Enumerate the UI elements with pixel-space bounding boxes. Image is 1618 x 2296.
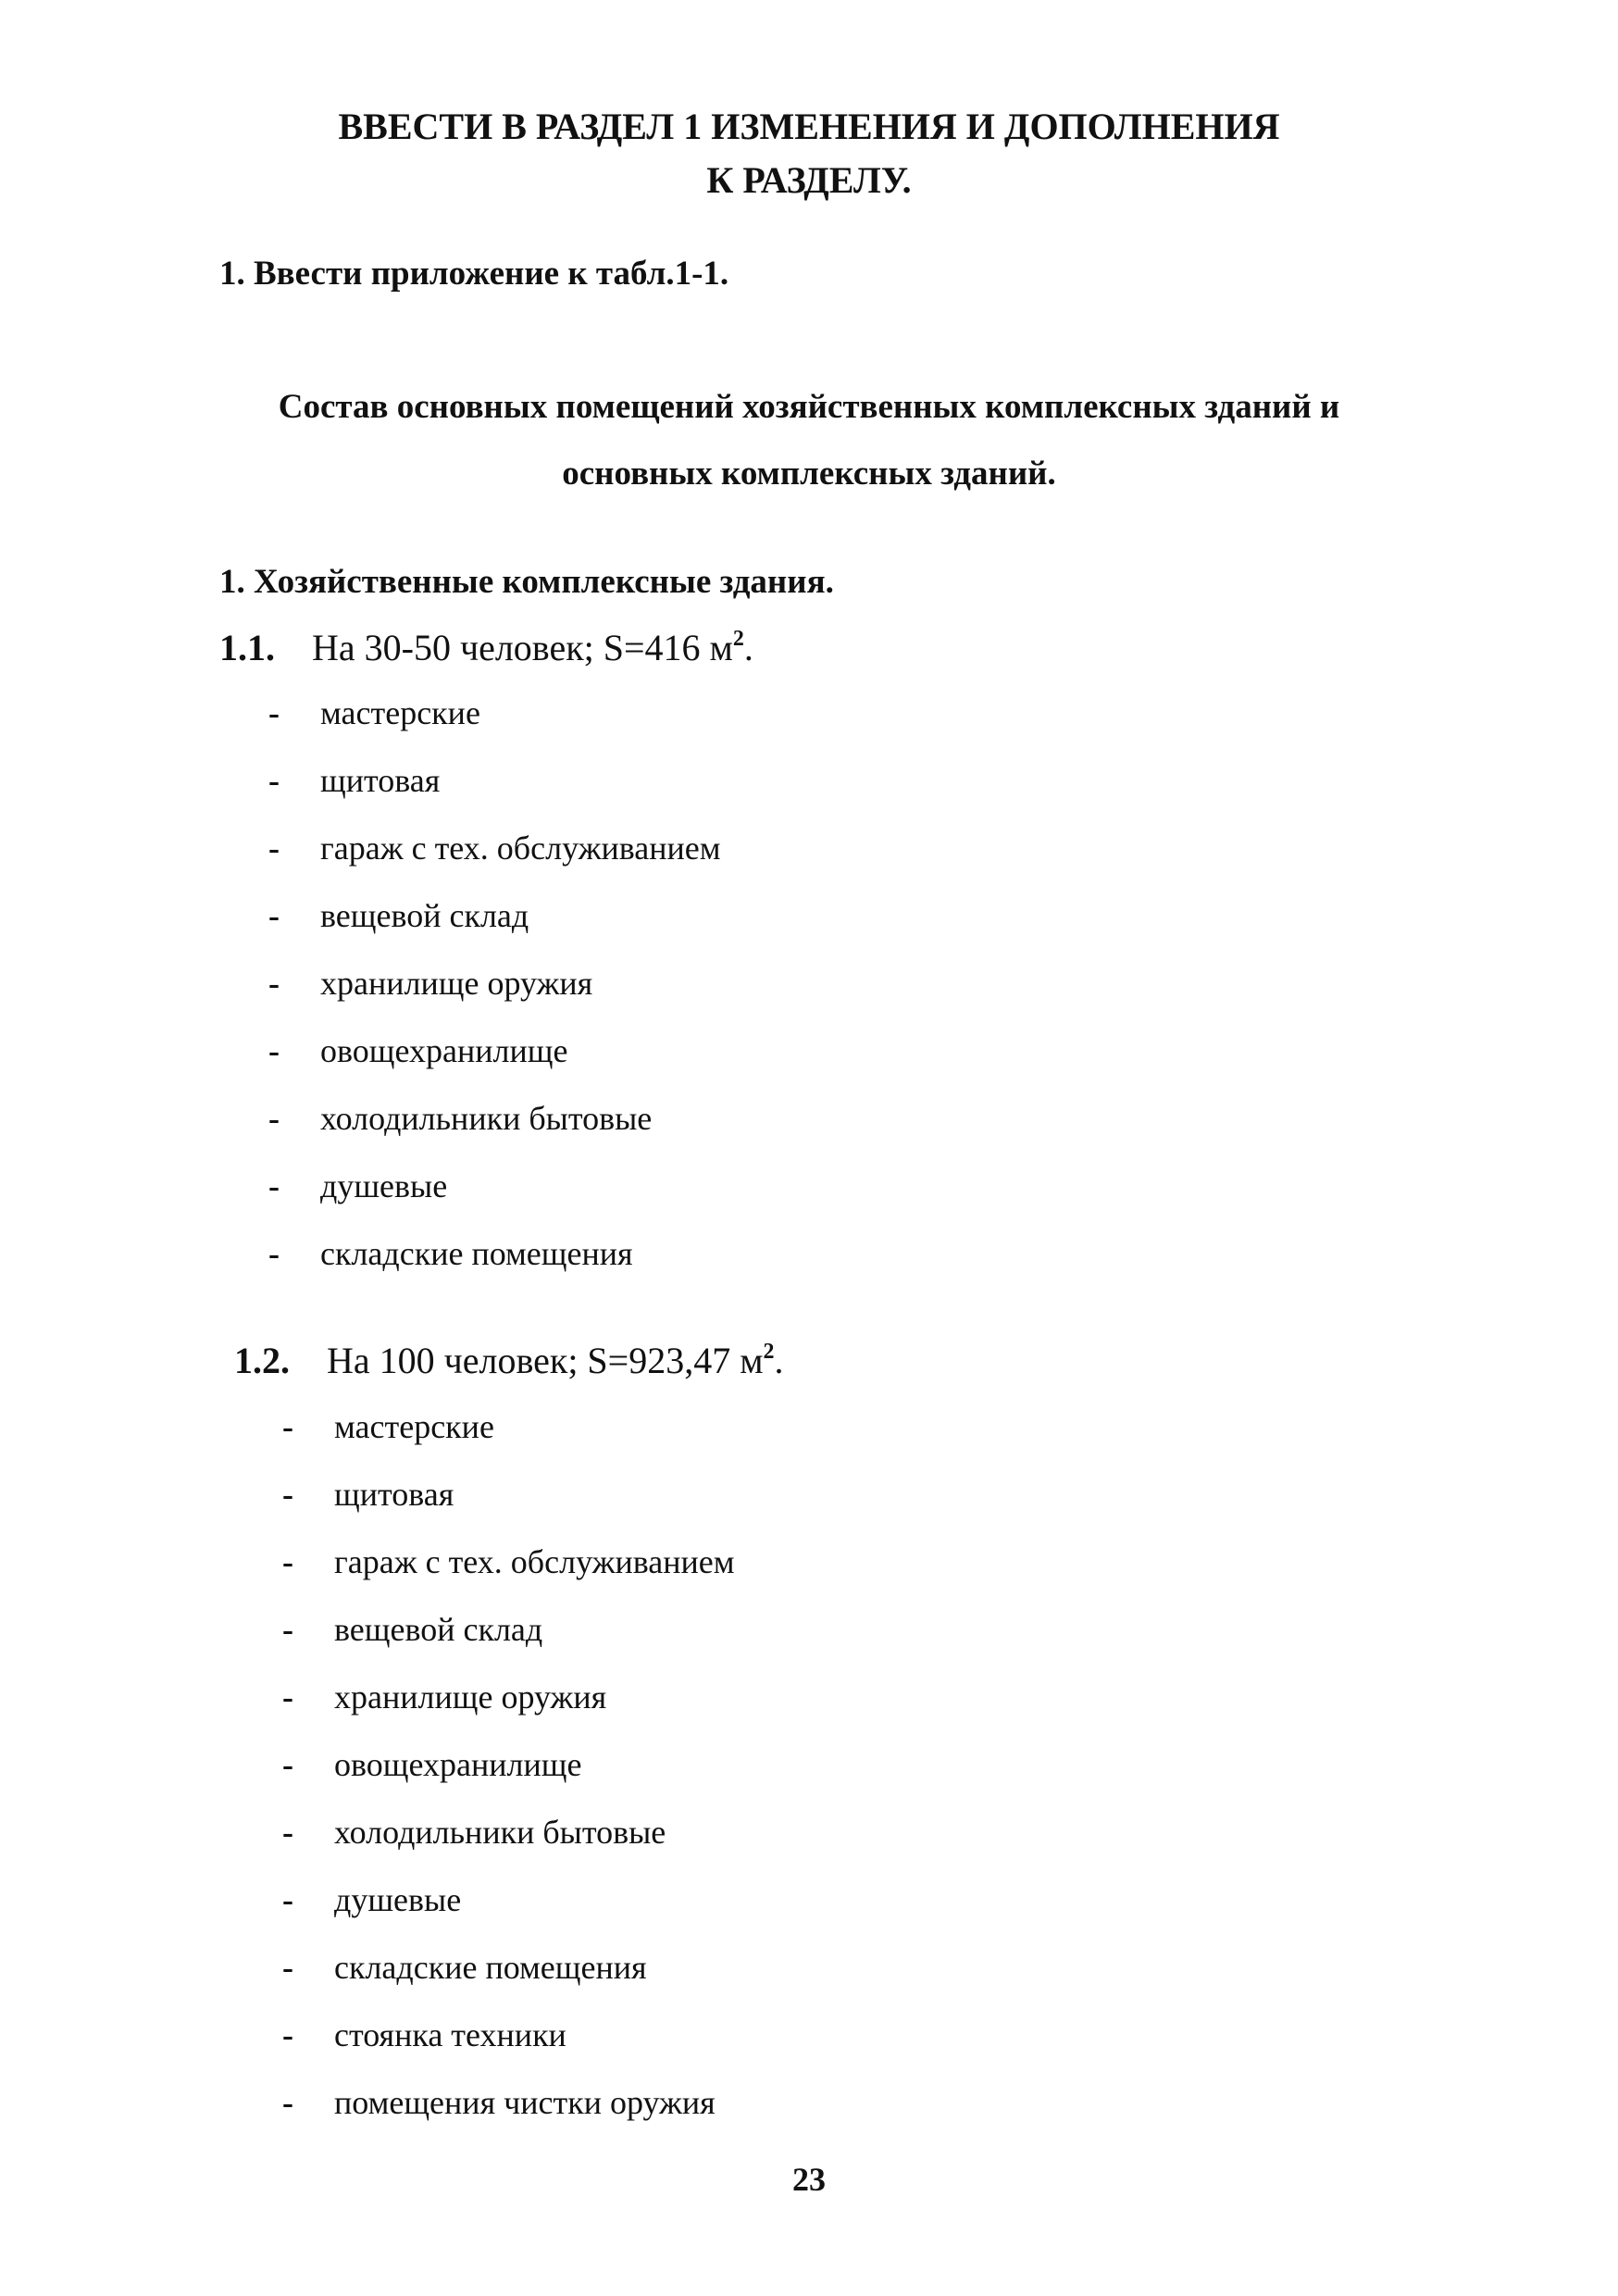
list-item-text: душевые [334, 1881, 462, 1918]
room-list-1-1 [268, 689, 721, 1297]
list-dash: - [282, 1814, 293, 1851]
subsection-title: На 100 человек; S=923,47 м [327, 1340, 764, 1381]
list-dash: - [268, 1100, 280, 1137]
amendment-instruction: 1. Ввести приложение к табл.1-1. [219, 255, 729, 293]
subsection-number: 1.1. [219, 627, 275, 668]
table-caption-line-2: основных комплексных зданий. [562, 455, 1056, 493]
header-title-line-1: ВВЕСТИ В РАЗДЕЛ 1 ИЗМЕНЕНИЯ И ДОПОЛНЕНИЯ [338, 106, 1280, 147]
list-item [268, 689, 721, 756]
list-dash: - [268, 1167, 280, 1204]
list-item-text: помещения чистки оружия [334, 2084, 716, 2121]
list-item [268, 1229, 721, 1297]
list-item [268, 1094, 721, 1162]
list-item-text: гараж с тех. обслуживанием [320, 830, 721, 867]
list-item-text: холодильники бытовые [320, 1100, 653, 1137]
room-list-1-2 [282, 1403, 735, 2146]
list-dash: - [268, 965, 280, 1002]
subsection-number: 1.2. [234, 1340, 290, 1381]
list-item-text: гараж с тех. обслуживанием [334, 1543, 735, 1580]
list-item-text: мастерские [320, 694, 480, 731]
subsection-title-suffix: . [743, 627, 753, 668]
subsection-title-suffix: . [774, 1340, 784, 1381]
list-item-text: вещевой склад [320, 897, 529, 934]
list-dash: - [268, 694, 280, 731]
list-item [268, 1027, 721, 1094]
list-dash: - [268, 830, 280, 867]
list-item-text: холодильники бытовые [334, 1814, 666, 1851]
list-item [282, 1741, 735, 1808]
page-number: 23 [792, 2161, 826, 2198]
list-item-text: складские помещения [320, 1235, 633, 1272]
list-item-text: складские помещения [334, 1949, 647, 1986]
page-header [0, 100, 1618, 207]
list-item [282, 1876, 735, 1943]
list-item-text: щитовая [334, 1476, 454, 1513]
list-dash: - [268, 762, 280, 799]
list-dash: - [268, 897, 280, 934]
list-item-text: стоянка техники [334, 2016, 566, 2053]
list-item [282, 2011, 735, 2078]
list-item [282, 1673, 735, 1741]
list-dash: - [282, 1408, 293, 1445]
list-item [268, 824, 721, 892]
list-item [268, 1162, 721, 1229]
list-item [282, 1808, 735, 1876]
list-dash: - [282, 1746, 293, 1783]
list-dash: - [282, 2084, 293, 2121]
list-item [268, 892, 721, 959]
list-item-text: овощехранилище [320, 1032, 568, 1069]
list-item [268, 959, 721, 1027]
area-unit-superscript: 2 [763, 1340, 775, 1364]
list-dash: - [282, 1949, 293, 1986]
list-item-text: вещевой склад [334, 1611, 543, 1648]
list-dash: - [282, 1476, 293, 1513]
header-title-line-2: К РАЗДЕЛУ. [706, 159, 912, 201]
area-unit-superscript: 2 [732, 627, 744, 651]
section-heading: 1. Хозяйственные комплексные здания. [219, 563, 834, 601]
list-item [282, 1943, 735, 2011]
list-item [282, 1605, 735, 1673]
list-item [282, 1538, 735, 1605]
list-dash: - [282, 1678, 293, 1716]
list-item-text: душевые [320, 1167, 448, 1204]
subsection-heading-1-2 [234, 1337, 784, 1385]
list-item-text: мастерские [334, 1408, 494, 1445]
table-caption-line-1: Состав основных помещений хозяйственных комплексных зданий и [278, 388, 1340, 426]
subsection-title: На 30-50 человек; S=416 м [312, 627, 733, 668]
list-dash: - [282, 1881, 293, 1918]
list-dash: - [282, 1543, 293, 1580]
list-item-text: овощехранилище [334, 1746, 582, 1783]
list-dash: - [282, 1611, 293, 1648]
list-item [282, 1470, 735, 1538]
list-item [282, 1403, 735, 1470]
list-dash: - [282, 2016, 293, 2053]
list-item-text: хранилище оружия [320, 965, 593, 1002]
list-item-text: щитовая [320, 762, 441, 799]
subsection-heading-1-1 [219, 624, 753, 672]
list-dash: - [268, 1235, 280, 1272]
list-item [282, 2078, 735, 2146]
list-item [268, 756, 721, 824]
list-dash: - [268, 1032, 280, 1069]
list-item-text: хранилище оружия [334, 1678, 607, 1716]
